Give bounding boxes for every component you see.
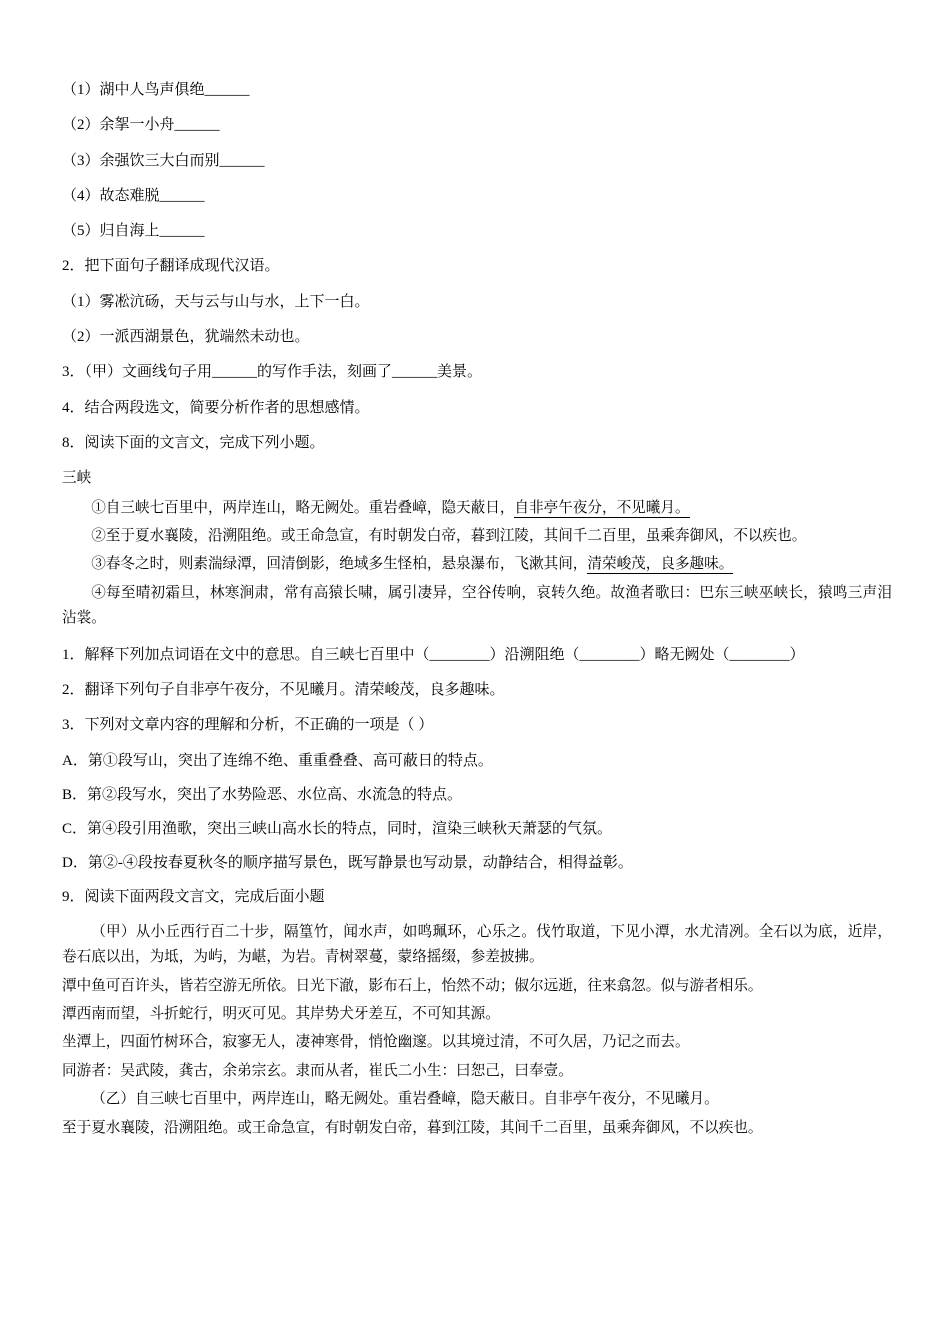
sanxia-paragraph-3 (62, 552, 892, 577)
q9-yi-paragraph-2: 至于夏水襄陵，沿溯阻绝。或王命急宣，有时朝发白帝，暮到江陵，其间千二百里，虽乘奔御风，不以疾也。 (62, 1119, 763, 1136)
fill-in-item-1: （1）湖中人鸟声俱绝______ (62, 82, 250, 98)
fill-in-item-4: （4）故态难脱______ (62, 187, 205, 204)
q8-option-c[interactable]: C．第④段引用渔歌，突出三峡山高水长的特点，同时，渲染三峡秋天萧瑟的气氛。 (62, 820, 613, 837)
q8-sub-question-3: 3．下列对文章内容的理解和分析，不正确的一项是（ ） (62, 717, 434, 734)
q9-jia-paragraph-5: 同游者：吴武陵，龚古，余弟宗玄。隶而从者，崔氏二小生：曰恕己，曰奉壹。 (62, 1062, 573, 1079)
q8-sub-question-1: 1．解释下列加点词语在文中的意思。自三峡七百里中（________）沿溯阻绝（________）略无阙处（________） (62, 646, 805, 663)
question-4: 4．结合两段选文，简要分析作者的思想感情。 (62, 399, 370, 416)
sanxia-p1-text: ①自三峡七百里中，两岸连山，略无阙处。重岩叠嶂，隐天蔽日， (91, 499, 515, 516)
question-2-item-1: （1）雾凇沆砀，天与云与山与水，上下一白。 (62, 293, 370, 310)
question-2-item-2: （2）一派西湖景色，犹端然未动也。 (62, 329, 310, 346)
fill-in-item-3: （3）余强饮三大白而别______ (62, 152, 265, 169)
sanxia-p1-underlined: 自非亭午夜分，不见曦月。 (514, 499, 690, 516)
question-8-stem: 8．阅读下面的文言文，完成下列小题。 (62, 434, 325, 451)
question-2-stem: 2．把下面句子翻译成现代汉语。 (62, 258, 280, 275)
q8-option-b[interactable]: B．第②段写水，突出了水势险恶、水位高、水流急的特点。 (62, 786, 463, 803)
sanxia-paragraph-2: ②至于夏水襄陵，沿溯阻绝。或王命急宣，有时朝发白帝，暮到江陵，其间千二百里，虽乘奔御风，不以疾也。 (91, 528, 807, 545)
question-9-stem: 9．阅读下面两段文言文，完成后面小题 (62, 888, 325, 905)
q9-yi-paragraph-1: （乙）自三峡七百里中，两岸连山，略无阙处。重岩叠嶂，隐天蔽日。自非亭午夜分，不见曦月。 (91, 1091, 719, 1108)
q8-sub-question-2: 2．翻译下列句子自非亭午夜分，不见曦月。清荣峻茂，良多趣味。 (62, 681, 505, 698)
document-content (62, 78, 892, 1144)
fill-in-item-2: （2）余挐一小舟______ (62, 117, 220, 134)
question-3: 3．（甲）文画线句子用______的写作手法，刻画了______美景。 (62, 364, 483, 381)
q9-jia-paragraph-3: 潭西南而望，斗折蛇行，明灭可见。其岸势犬牙差互，不可知其源。 (62, 1005, 500, 1022)
q9-jia-paragraph-2: 潭中鱼可百许头，皆若空游无所依。日光下澈，影布石上，怡然不动；俶尔远逝，往来翕忽。似与游者相乐。 (62, 977, 763, 994)
fill-in-item-5: （5）归自海上______ (62, 223, 205, 240)
sanxia-p3-underlined: 清荣峻茂，良多趣味。 (587, 556, 734, 573)
sanxia-paragraph-4: ④每至晴初霜旦，林寒涧肃，常有高猿长啸，属引凄异，空谷传响，哀转久绝。故渔者歌曰：巴东三峡巫峡长，猿鸣三声泪沾裳。 (62, 584, 892, 627)
q9-jia-paragraph-4: 坐潭上，四面竹树环合，寂寥无人，凄神寒骨，悄怆幽邃。以其境过清，不可久居，乃记之而去。 (62, 1034, 690, 1051)
q8-option-a[interactable]: A．第①段写山，突出了连绵不绝、重重叠叠、高可蔽日的特点。 (62, 752, 493, 769)
passage-title-sanxia: 三峡 (62, 470, 92, 487)
q9-jia-paragraph-1: （甲）从小丘西行百二十步，隔篁竹，闻水声，如鸣珮环，心乐之。伐竹取道，下见小潭，水尤清冽。全石以为底，近岸，卷石底以出，为坻，为屿，为嵁，为岩。青树翠蔓，蒙络摇缀，参差披拂。 (62, 923, 892, 966)
sanxia-paragraph-1 (62, 496, 892, 521)
q8-option-d[interactable]: D．第②-④段按春夏秋冬的顺序描写景色，既写静景也写动景，动静结合，相得益彰。 (62, 854, 633, 871)
sanxia-p3-text: ③春冬之时，则素湍绿潭，回清倒影，绝域多生怪柏，悬泉瀑布，飞漱其间， (91, 556, 588, 573)
